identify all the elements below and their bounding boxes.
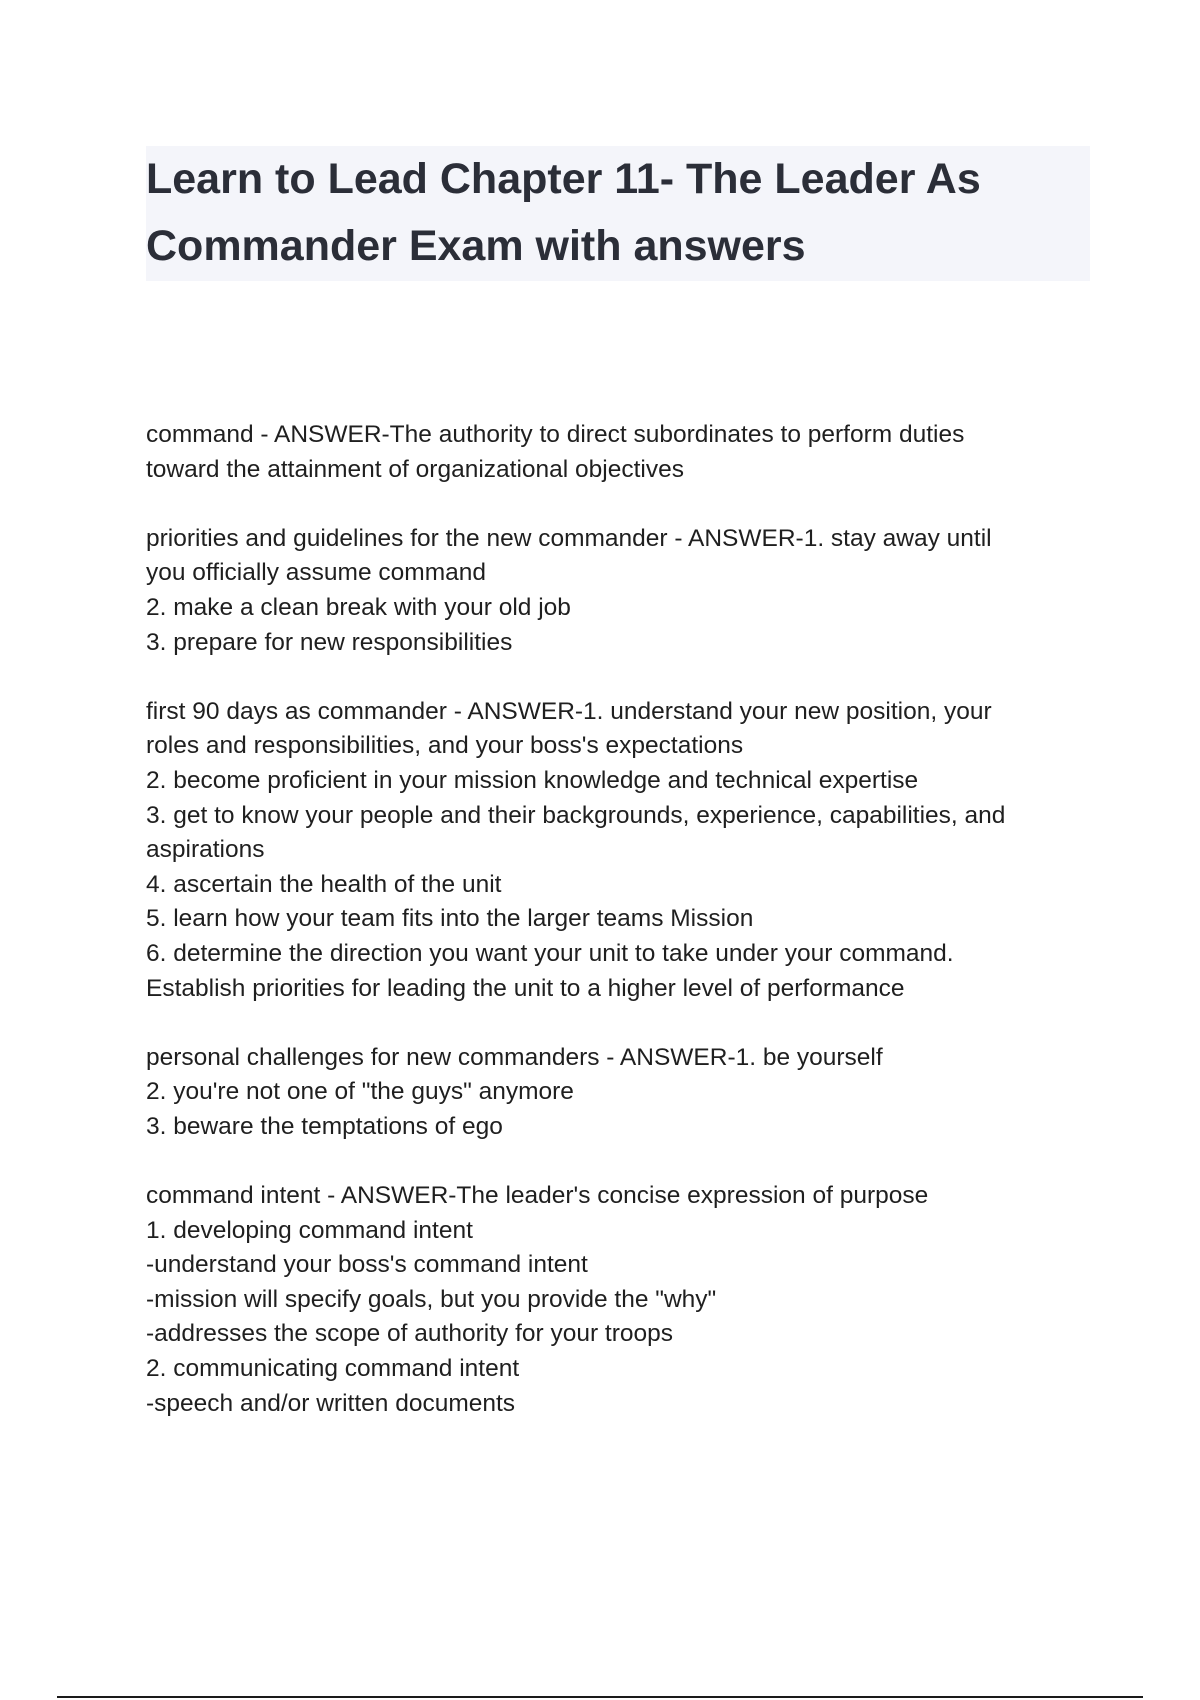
qa-entry-personal-challenges [146,1041,1090,1145]
title-line: Learn to Lead Chapter 11- The Leader As [146,155,981,203]
qa-line: Establish priorities for leading the unit to a higher level of performance [146,974,905,1002]
qa-line: 5. learn how your team fits into the larger teams Mission [146,905,754,933]
qa-line: 2. communicating command intent [146,1355,520,1383]
qa-line: -understand your boss's command intent [146,1251,588,1279]
qa-line: 1. developing command intent [146,1216,473,1244]
qa-line: priorities and guidelines for the new commander - ANSWER-1. stay away until [146,524,992,552]
qa-line: 4. ascertain the health of the unit [146,870,502,898]
qa-line: first 90 days as commander - ANSWER-1. understand your new position, your [146,697,992,725]
title-banner [146,146,1090,281]
qa-line: 3. prepare for new responsibilities [146,628,513,656]
qa-line: command - ANSWER-The authority to direct subordinates to perform duties [146,421,965,448]
title-line: Commander Exam with answers [146,222,806,270]
qa-line: aspirations [146,836,265,864]
qa-line: personal challenges for new commanders - ANSWER-1. be yourself [146,1043,883,1071]
qa-line: 2. you're not one of "the guys" anymore [146,1078,574,1106]
qa-line: -speech and/or written documents [146,1389,516,1417]
qa-line: toward the attainment of organizational objectives [146,455,684,483]
qa-line: roles and responsibilities, and your boss's expectations [146,732,744,760]
document-title [146,146,1090,280]
qa-line: command intent - ANSWER-The leader's concise expression of purpose [146,1182,929,1210]
qa-line: 3. beware the temptations of ego [146,1112,503,1140]
qa-list [146,418,1090,1456]
qa-line: 2. make a clean break with your old job [146,593,571,621]
qa-entry-command-intent [146,1179,1090,1421]
qa-line: 2. become proficient in your mission knowledge and technical expertise [146,766,919,794]
qa-line: you officially assume command [146,559,486,587]
qa-line: -mission will specify goals, but you provide the "why" [146,1285,717,1313]
qa-line: 6. determine the direction you want your unit to take under your command. [146,939,954,967]
qa-entry-command [146,418,1090,487]
qa-entry-priorities [146,522,1090,660]
page-bottom-divider [57,1696,1143,1698]
qa-line: -addresses the scope of authority for your troops [146,1320,674,1348]
qa-line: 3. get to know your people and their backgrounds, experience, capabilities, and [146,801,1006,829]
qa-entry-first-90-days [146,695,1090,1006]
